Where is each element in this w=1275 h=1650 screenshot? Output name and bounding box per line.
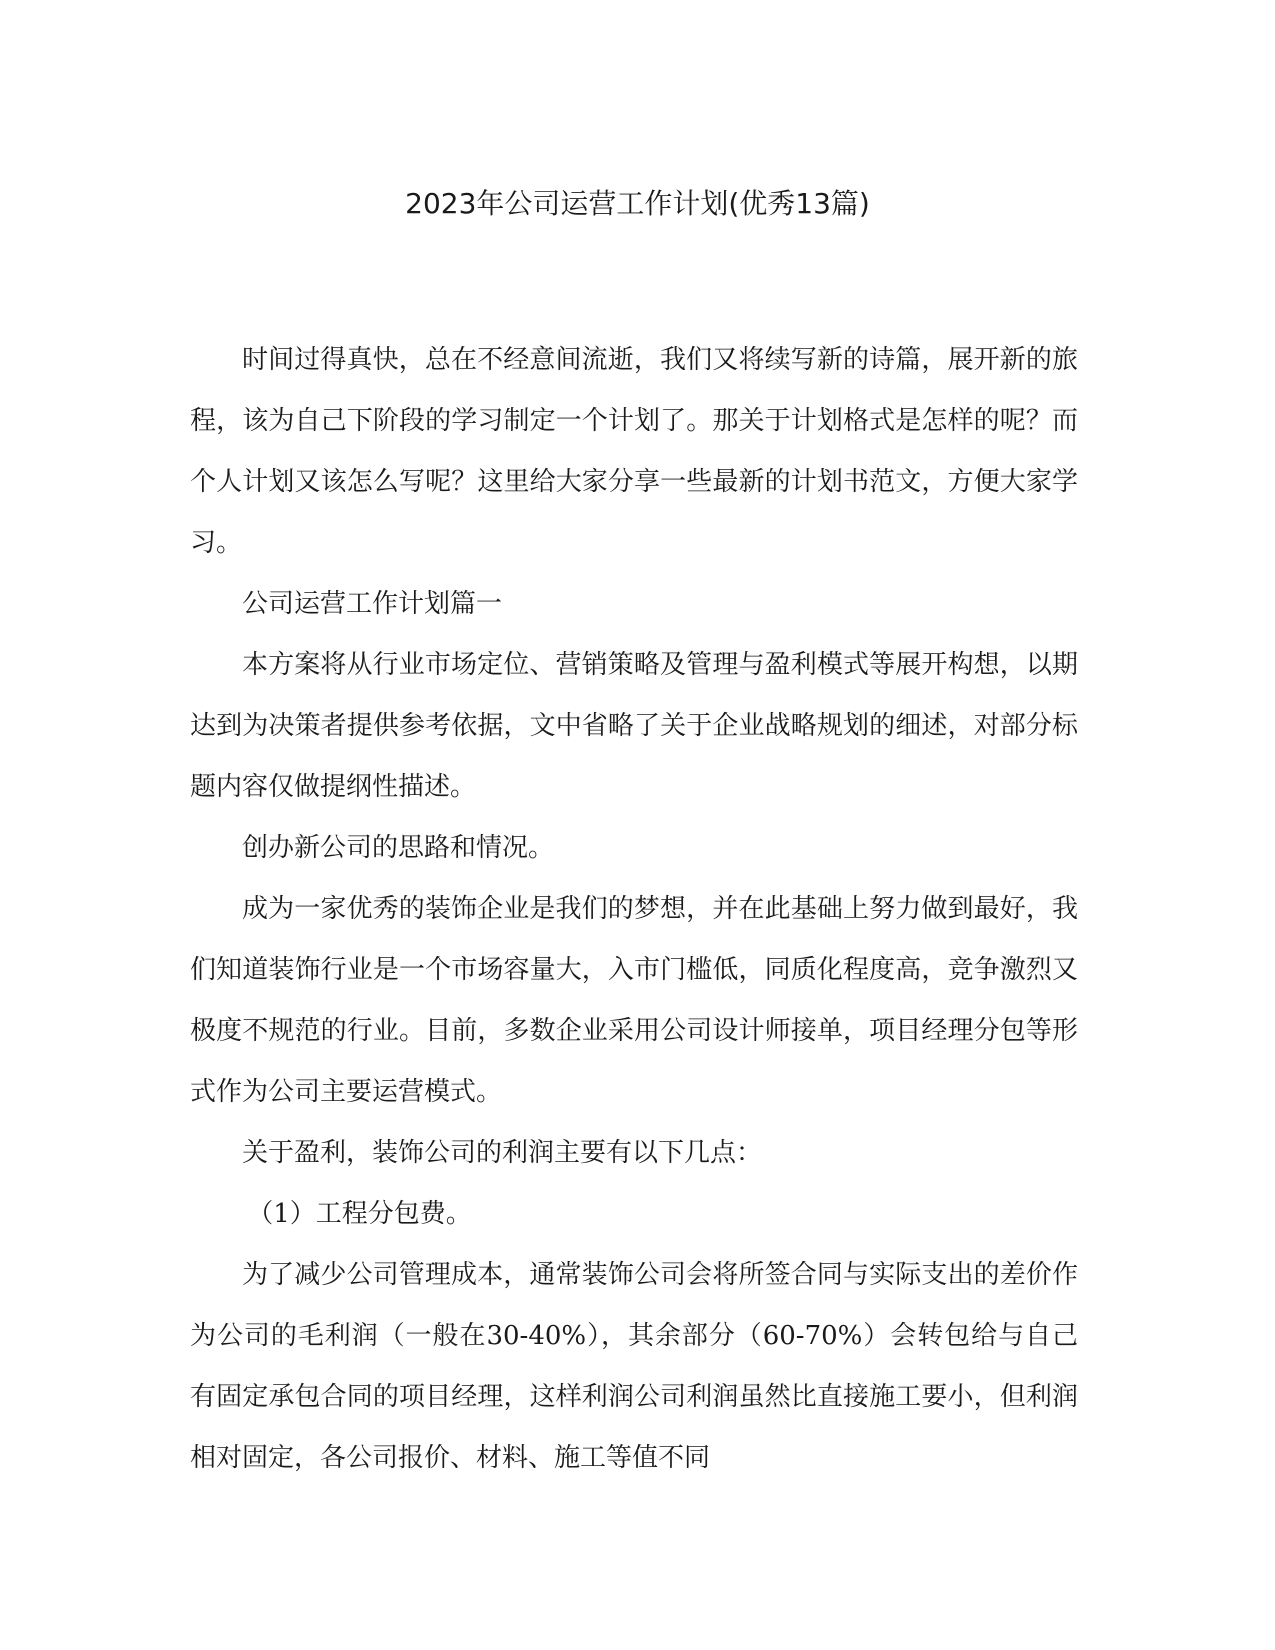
document-title: 2023年公司运营工作计划(优秀13篇) [405,187,870,220]
paragraph: 本方案将从行业市场定位、营销策略及管理与盈利模式等展开构想，以期达到为决策者提供参考依据，文中省略了关于企业战略规划的细述，对部分标题内容仅做提纲性描述。 [190,650,1078,802]
paragraph: 创办新公司的思路和情况。 [242,833,555,863]
list-item: （1）工程分包费。 [247,1199,472,1229]
paragraph: 关于盈利，装饰公司的利润主要有以下几点： [242,1138,763,1168]
paragraph: 为了减少公司管理成本，通常装饰公司会将所签合同与实际支出的差价作为公司的毛利润（一般在30-40%），其余部分（60-70%）会转包给与自己有固定承包合同的项目经理，这样利润公司利润虽然比直接施工要小，但利润相对固定，各公司报价、材料、施工等值不同 [190,1260,1078,1473]
paragraph-intro: 时间过得真快，总在不经意间流逝，我们又将续写新的诗篇，展开新的旅程，该为自己下阶段的学习制定一个计划了。那关于计划格式是怎样的呢？而个人计划又该怎么写呢？这里给大家分享一些最新的计划书范文，方便大家学习。 [190,345,1078,558]
document-body [190,330,1078,1489]
paragraph: 成为一家优秀的装饰企业是我们的梦想，并在此基础上努力做到最好，我们知道装饰行业是一个市场容量大，入市门槛低，同质化程度高，竞争激烈又极度不规范的行业。目前，多数企业采用公司设计师接单，项目经理分包等形式作为公司主要运营模式。 [190,894,1078,1107]
section-heading: 公司运营工作计划篇一 [242,589,503,619]
